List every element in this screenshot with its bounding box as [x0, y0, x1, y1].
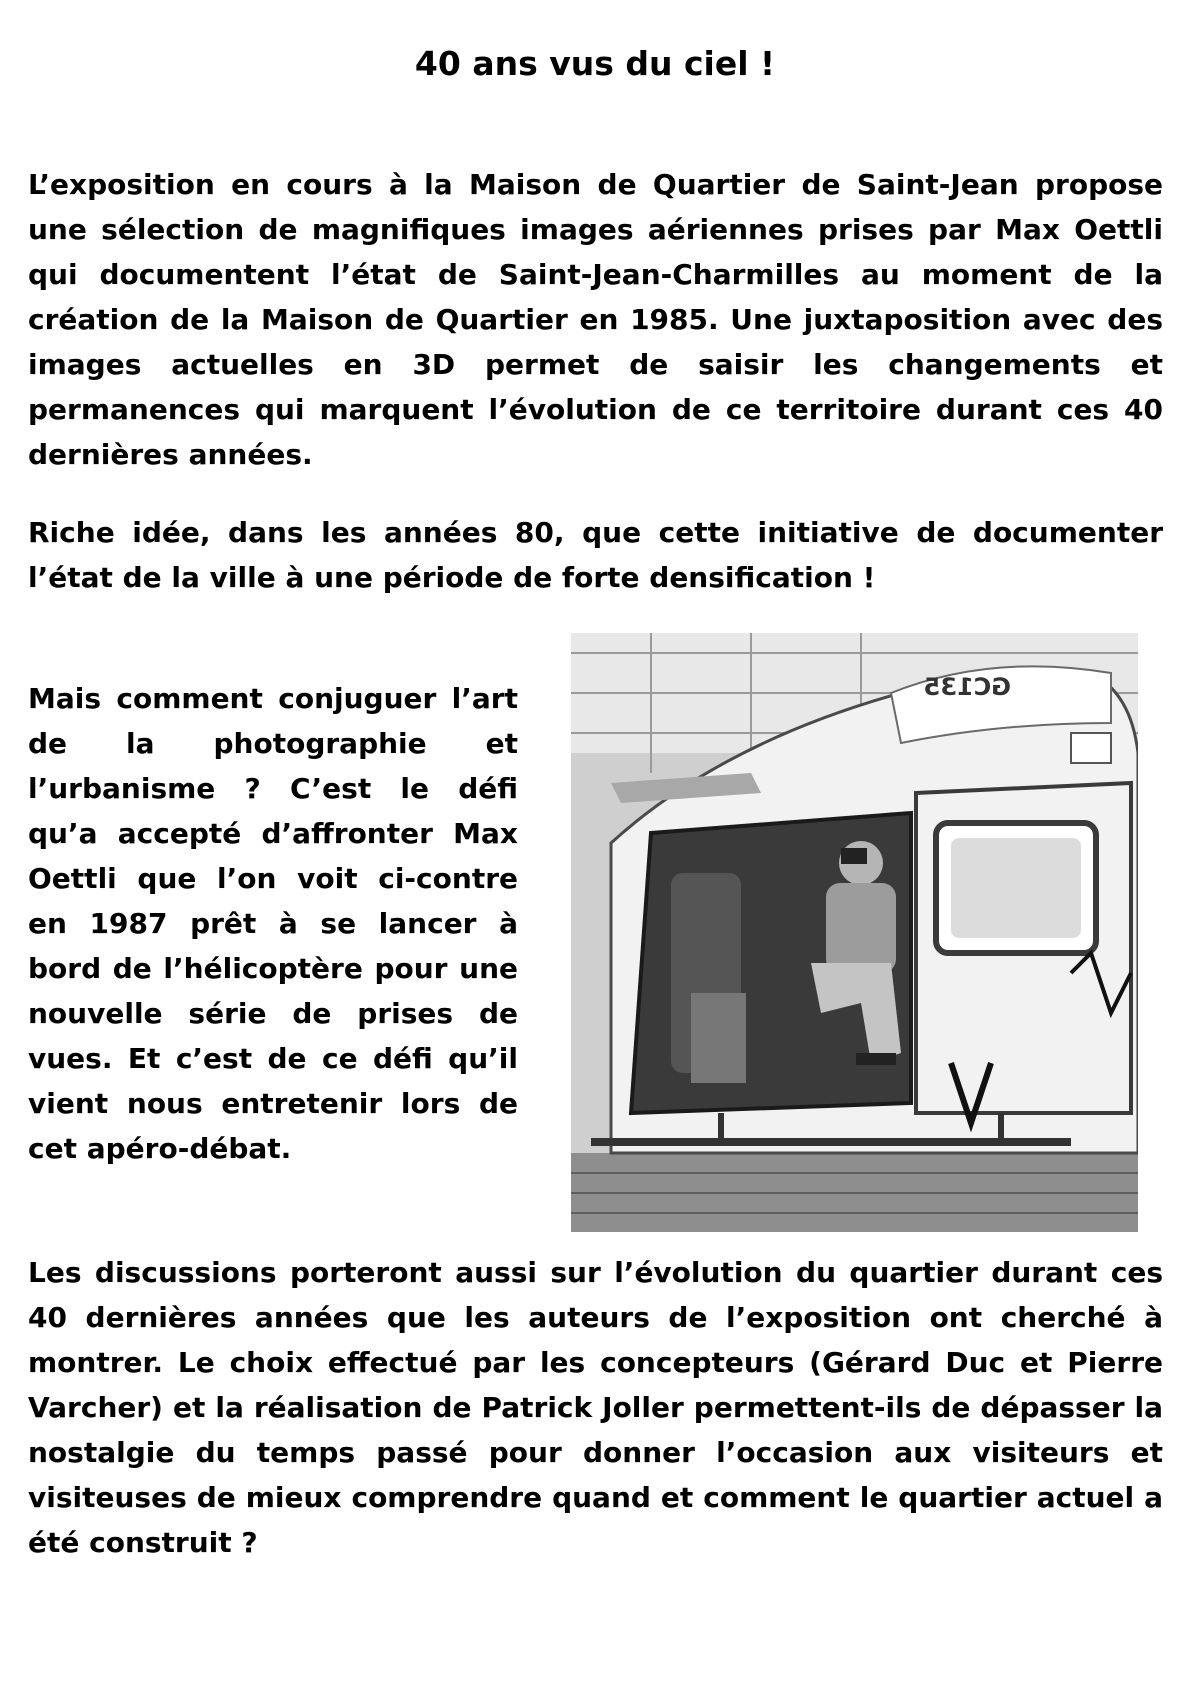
paragraph-photographer: Mais comment conjuguer l’art de la photographie et l’urbanisme ? C’est le défi qu’a accepté d’affronter Max Oettli que l’on voit ci-contre en 1987 prêt à se lancer à bord de l’hélicoptère pour une nouvelle série de prises de vues. Et c’est de ce défi qu’il vient nous entretenir lors de cet apéro-débat. [28, 682, 518, 1165]
registration-mark: GC135 [923, 673, 1011, 701]
paragraph-discussions: Les discussions porteront aussi sur l’évolution du quartier durant ces 40 dernières années que les auteurs de l’exposition ont cherché à montrer. Le choix effectué par les concepteurs (Gérard Duc et Pierre Varcher) et la réalisation de Patrick Joller permettent-ils de dépasser la nostalgie du temps passé pour donner l’occasion aux visiteurs et visiteuses de mieux comprendre quand et comment le quartier actuel a été construit ? [28, 1256, 1163, 1559]
paragraph-idea: Riche idée, dans les années 80, que cette initiative de documenter l’état de la ville à une période de forte densification ! [28, 516, 1163, 594]
helicopter-photo [571, 633, 1138, 1232]
document-title: 40 ans vus du ciel ! [414, 44, 776, 83]
paragraph-intro: L’exposition en cours à la Maison de Quartier de Saint-Jean propose une sélection de magnifiques images aériennes prises par Max Oettli qui documentent l’état de Saint-Jean-Charmilles au moment de la création de la Maison de Quartier en 1985. Une juxtaposition avec des images actuelles en 3D permet de saisir les changements et permanences qui marquent l’évolution de ce territoire durant ces 40 dernières années. [28, 168, 1163, 471]
